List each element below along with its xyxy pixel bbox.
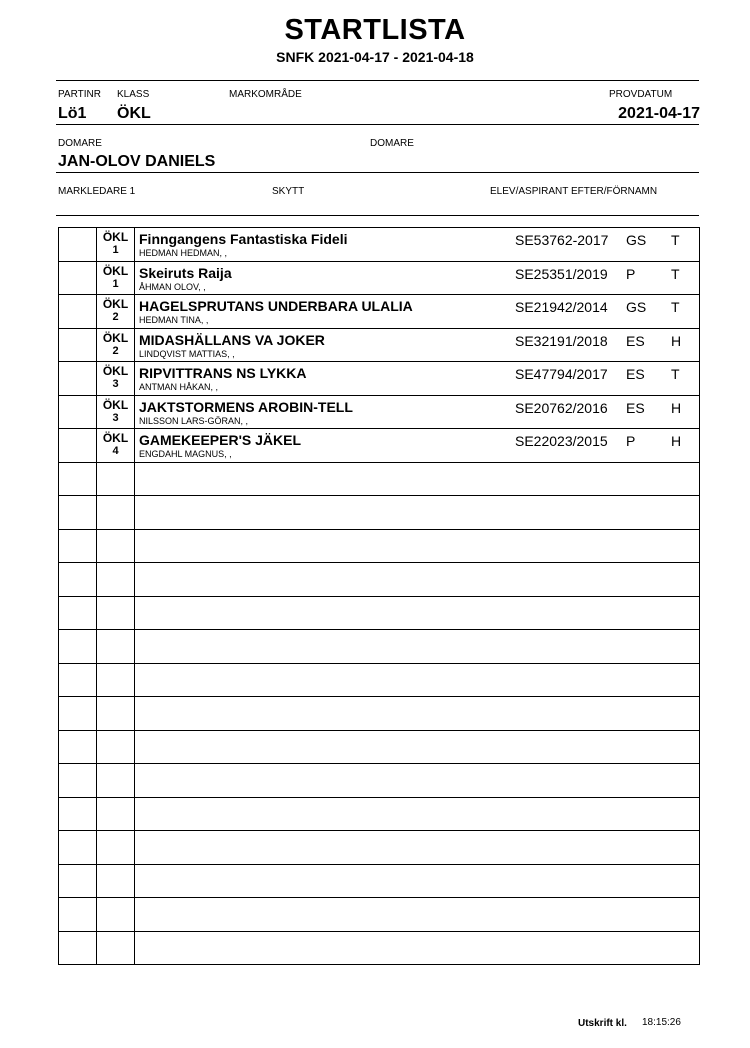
print-time-label: Utskrift kl. bbox=[578, 1018, 627, 1029]
class-cell bbox=[97, 429, 135, 463]
dog-cell bbox=[135, 228, 700, 262]
class-cell bbox=[97, 898, 135, 932]
skytt-label: SKYTT bbox=[272, 186, 305, 197]
table-row bbox=[59, 596, 700, 630]
class-cell bbox=[97, 362, 135, 396]
class-cell bbox=[97, 864, 135, 898]
print-time-value: 18:15:26 bbox=[642, 1017, 681, 1028]
entry-class: ÖKL bbox=[102, 330, 129, 345]
class-cell bbox=[97, 563, 135, 597]
breed-code: GS bbox=[626, 299, 647, 315]
class-cell bbox=[97, 462, 135, 496]
row-blank-cell bbox=[59, 730, 97, 764]
class-cell bbox=[97, 797, 135, 831]
sex-code: H bbox=[671, 433, 682, 449]
page-title: STARTLISTA bbox=[284, 14, 466, 46]
elev-label: ELEV/ASPIRANT EFTER/FÖRNAMN bbox=[490, 186, 658, 197]
sex-code: H bbox=[671, 399, 682, 416]
table-row bbox=[59, 831, 700, 865]
breed-code: ES bbox=[626, 399, 645, 416]
dog-cell bbox=[135, 596, 700, 630]
registration-number: SE32191/2018 bbox=[515, 332, 608, 349]
table-row bbox=[59, 362, 700, 396]
sex-code: T bbox=[671, 299, 680, 315]
dog-cell bbox=[135, 630, 700, 664]
row-blank-cell bbox=[59, 630, 97, 664]
dog-name: GAMEKEEPER'S JÄKEL bbox=[139, 432, 302, 448]
dog-cell bbox=[135, 462, 700, 496]
table-row bbox=[59, 429, 700, 463]
entry-class: ÖKL bbox=[102, 297, 129, 311]
row-blank-cell bbox=[59, 697, 97, 731]
table-row bbox=[59, 295, 700, 329]
row-blank-cell bbox=[59, 228, 97, 262]
dog-name: Finngangens Fantastiska Fideli bbox=[139, 231, 348, 247]
owner-name: HEDMAN HEDMAN, , bbox=[139, 248, 228, 258]
row-blank-cell bbox=[59, 328, 97, 362]
sex-code: T bbox=[671, 366, 680, 382]
entry-class: ÖKL bbox=[102, 263, 129, 278]
row-blank-cell bbox=[59, 831, 97, 865]
table-row bbox=[59, 931, 700, 965]
class-cell bbox=[97, 663, 135, 697]
row-blank-cell bbox=[59, 596, 97, 630]
dog-name: Skeiruts Raija bbox=[139, 264, 232, 281]
sex-code: H bbox=[671, 332, 682, 349]
provdatum-value: 2021-04-17 bbox=[618, 105, 700, 122]
row-blank-cell bbox=[59, 931, 97, 965]
dog-cell bbox=[135, 898, 700, 932]
table-row bbox=[59, 328, 700, 362]
class-cell bbox=[97, 295, 135, 329]
registration-number: SE22023/2015 bbox=[515, 433, 608, 449]
table-row bbox=[59, 563, 700, 597]
table-row bbox=[59, 462, 700, 496]
dog-cell bbox=[135, 261, 700, 295]
class-cell bbox=[97, 764, 135, 798]
table-row bbox=[59, 797, 700, 831]
dog-cell bbox=[135, 730, 700, 764]
row-blank-cell bbox=[59, 295, 97, 329]
table-row bbox=[59, 529, 700, 563]
entry-group: 2 bbox=[112, 311, 119, 323]
class-cell bbox=[97, 529, 135, 563]
provdatum-label: PROVDATUM bbox=[609, 89, 673, 100]
start-list-table bbox=[58, 227, 700, 965]
row-blank-cell bbox=[59, 261, 97, 295]
dog-cell bbox=[135, 797, 700, 831]
dog-cell bbox=[135, 931, 700, 965]
dog-cell bbox=[135, 764, 700, 798]
class-cell bbox=[97, 697, 135, 731]
divider-top bbox=[56, 80, 699, 81]
dog-cell bbox=[135, 328, 700, 362]
table-row bbox=[59, 395, 700, 429]
dog-cell bbox=[135, 395, 700, 429]
dog-cell bbox=[135, 663, 700, 697]
breed-code: P bbox=[626, 433, 636, 449]
partinr-label: PARTINR bbox=[58, 89, 101, 100]
row-blank-cell bbox=[59, 529, 97, 563]
class-cell bbox=[97, 831, 135, 865]
class-cell bbox=[97, 228, 135, 262]
dog-cell bbox=[135, 295, 700, 329]
table-row bbox=[59, 898, 700, 932]
class-cell bbox=[97, 596, 135, 630]
dog-name: JAKTSTORMENS AROBIN-TELL bbox=[139, 398, 353, 415]
klass-label: KLASS bbox=[117, 89, 150, 100]
table-row bbox=[59, 630, 700, 664]
domare-label-2: DOMARE bbox=[370, 138, 414, 149]
registration-number: SE21942/2014 bbox=[515, 299, 608, 315]
row-blank-cell bbox=[59, 663, 97, 697]
dog-cell bbox=[135, 864, 700, 898]
breed-code: ES bbox=[626, 366, 645, 382]
owner-name: NILSSON LARS-GÖRAN, , bbox=[139, 415, 249, 426]
event-subtitle: SNFK 2021-04-17 - 2021-04-18 bbox=[276, 49, 474, 65]
registration-number: SE20762/2016 bbox=[515, 399, 608, 416]
dog-name: MIDASHÄLLANS VA JOKER bbox=[139, 331, 325, 348]
dog-cell bbox=[135, 496, 700, 530]
entry-class: ÖKL bbox=[102, 364, 129, 378]
owner-name: HEDMAN TINA, , bbox=[139, 315, 209, 325]
breed-code: P bbox=[626, 265, 636, 282]
dog-cell bbox=[135, 529, 700, 563]
markledare-label: MARKLEDARE 1 bbox=[58, 186, 136, 197]
sex-code: T bbox=[671, 265, 680, 282]
dog-cell bbox=[135, 429, 700, 463]
row-blank-cell bbox=[59, 429, 97, 463]
owner-name: ANTMAN HÅKAN, , bbox=[139, 382, 219, 392]
row-blank-cell bbox=[59, 864, 97, 898]
owner-name: LINDQVIST MATTIAS, , bbox=[139, 348, 235, 359]
table-row bbox=[59, 864, 700, 898]
table-row bbox=[59, 730, 700, 764]
table-row bbox=[59, 663, 700, 697]
table-row bbox=[59, 261, 700, 295]
breed-code: GS bbox=[626, 232, 647, 248]
table-row bbox=[59, 764, 700, 798]
entry-group: 3 bbox=[112, 411, 119, 424]
entry-group: 1 bbox=[112, 277, 119, 290]
class-cell bbox=[97, 496, 135, 530]
class-cell bbox=[97, 395, 135, 429]
entry-group: 3 bbox=[112, 378, 119, 390]
entry-group: 1 bbox=[112, 244, 119, 256]
entry-class: ÖKL bbox=[102, 230, 129, 244]
row-blank-cell bbox=[59, 797, 97, 831]
markomrade-label: MARKOMRÅDE bbox=[229, 89, 302, 100]
row-blank-cell bbox=[59, 395, 97, 429]
domare-value-1: JAN-OLOV DANIELS bbox=[58, 153, 216, 170]
breed-code: ES bbox=[626, 332, 645, 349]
table-row bbox=[59, 228, 700, 262]
dog-cell bbox=[135, 697, 700, 731]
owner-name: ÅHMAN OLOV, , bbox=[139, 281, 206, 292]
class-cell bbox=[97, 931, 135, 965]
table-row bbox=[59, 496, 700, 530]
entry-class: ÖKL bbox=[102, 431, 129, 445]
entry-group: 4 bbox=[112, 445, 119, 457]
row-blank-cell bbox=[59, 898, 97, 932]
registration-number: SE47794/2017 bbox=[515, 366, 608, 382]
row-blank-cell bbox=[59, 563, 97, 597]
dog-name: HAGELSPRUTANS UNDERBARA ULALIA bbox=[139, 298, 413, 314]
klass-value: ÖKL bbox=[117, 105, 151, 122]
class-cell bbox=[97, 730, 135, 764]
dog-name: RIPVITTRANS NS LYKKA bbox=[139, 365, 307, 381]
dog-cell bbox=[135, 362, 700, 396]
sex-code: T bbox=[671, 232, 680, 248]
row-blank-cell bbox=[59, 764, 97, 798]
registration-number: SE53762-2017 bbox=[515, 232, 609, 248]
dog-cell bbox=[135, 831, 700, 865]
divider-row1 bbox=[56, 124, 699, 125]
class-cell bbox=[97, 261, 135, 295]
dog-cell bbox=[135, 563, 700, 597]
class-cell bbox=[97, 630, 135, 664]
domare-label-1: DOMARE bbox=[58, 138, 102, 149]
divider-row3 bbox=[56, 215, 699, 216]
entry-class: ÖKL bbox=[102, 397, 129, 412]
divider-row2 bbox=[56, 172, 699, 173]
row-blank-cell bbox=[59, 496, 97, 530]
row-blank-cell bbox=[59, 362, 97, 396]
table-row bbox=[59, 697, 700, 731]
class-cell bbox=[97, 328, 135, 362]
row-blank-cell bbox=[59, 462, 97, 496]
owner-name: ENGDAHL MAGNUS, , bbox=[139, 449, 232, 459]
registration-number: SE25351/2019 bbox=[515, 265, 608, 282]
entry-group: 2 bbox=[112, 344, 119, 357]
partinr-value: Lö1 bbox=[58, 105, 87, 122]
